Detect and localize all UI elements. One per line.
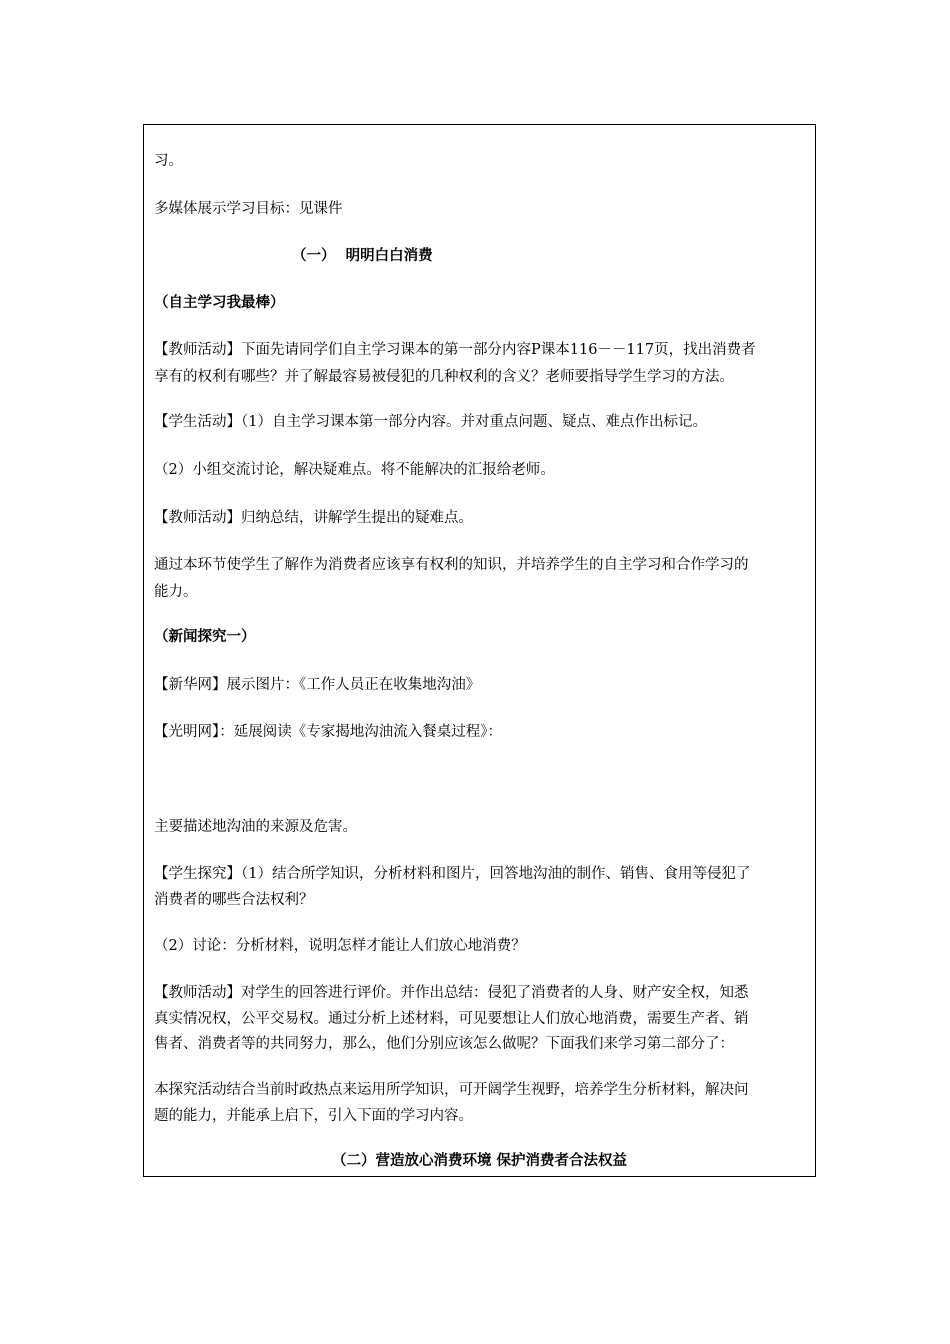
text-line: （2）小组交流讨论，解决疑难点。将不能解决的汇报给老师。 [154, 462, 555, 478]
text-line: 【教师活动】对学生的回答进行评价。并作出总结：侵犯了消费者的人身、财产安全权，知悉 [154, 985, 749, 1001]
text-line: 多媒体展示学习目标：见课件 [154, 201, 343, 217]
text-line: 习。 [154, 153, 183, 169]
text-line: 题的能力，并能承上启下，引入下面的学习内容。 [154, 1108, 473, 1124]
text-line: 真实情况权，公平交易权。通过分析上述材料，可见要想让人们放心地消费，需要生产者、销 [154, 1011, 749, 1027]
text-line: 通过本环节使学生了解作为消费者应该享有权利的知识，并培养学生的自主学习和合作学习的 [154, 557, 749, 573]
text-line: 售者、消费者等的共同努力，那么，他们分别应该怎么做呢？下面我们来学习第二部分了： [154, 1036, 734, 1052]
text-line: 享有的权利有哪些？并了解最容易被侵犯的几种权利的含义？老师要指导学生学习的方法。 [154, 369, 734, 385]
text-line: 消费者的哪些合法权利？ [154, 892, 314, 908]
section-heading: （一） 明明白白消费 [292, 247, 433, 264]
text-line: 【学生活动】（1）自主学习课本第一部分内容。并对重点问题、疑点、难点作出标记。 [154, 414, 707, 430]
text-line: （2）讨论：分析材料，说明怎样才能让人们放心地消费？ [154, 938, 526, 954]
section-heading: （二）营造放心消费环境 保护消费者合法权益 [331, 1152, 628, 1169]
content-cell [143, 124, 816, 1177]
text-line: 【教师活动】下面先请同学们自主学习课本的第一部分内容P课本116－－117页，找出消费者 [154, 342, 756, 358]
text-line: 本探究活动结合当前时政热点来运用所学知识，可开阔学生视野，培养学生分析材料，解决问 [154, 1082, 749, 1098]
text-line: 能力。 [154, 584, 198, 600]
text-line: 【学生探究】（1）结合所学知识，分析材料和图片，回答地沟油的制作、销售、食用等侵犯了 [154, 866, 751, 882]
text-line: 主要描述地沟油的来源及危害。 [154, 819, 357, 835]
text-line: 【新华网】展示图片：《工作人员正在收集地沟油》 [154, 677, 481, 693]
subsection-heading: （自主学习我最棒） [154, 294, 285, 311]
subsection-heading: （新闻探究一） [154, 628, 256, 645]
text-line: 【教师活动】归纳总结，讲解学生提出的疑难点。 [154, 510, 473, 526]
text-line: 【光明网】：延展阅读《专家揭地沟油流入餐桌过程》： [154, 724, 502, 740]
